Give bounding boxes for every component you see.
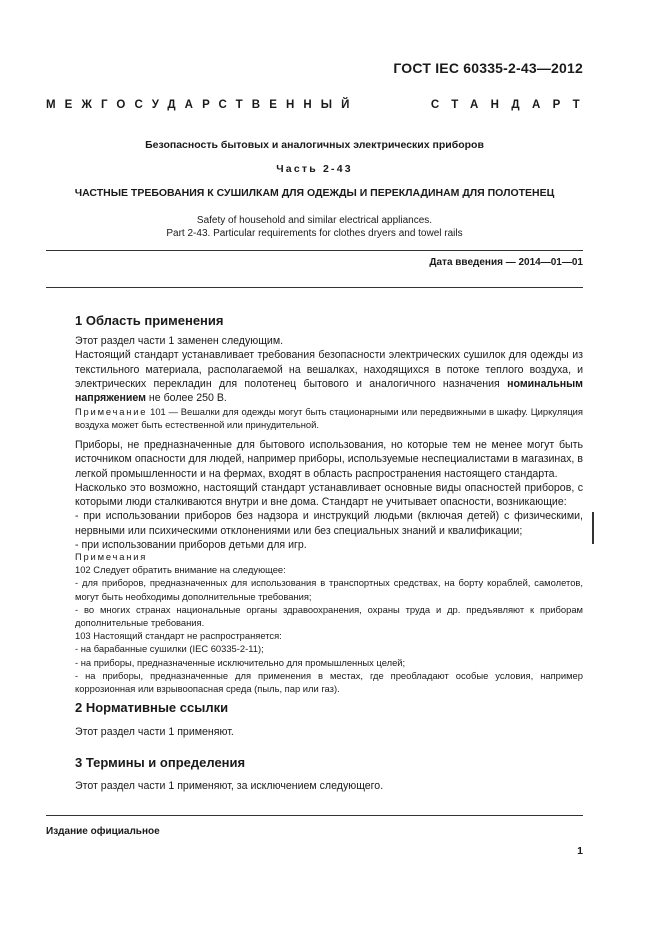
bold-term: номинальным напряжением [75,377,583,405]
section-2-body: Этот раздел части 1 применяют. [75,726,234,738]
main-title: Безопасность бытовых и аналогичных электрических приборов [145,139,484,151]
section-3-heading: 3 Термины и определения [75,755,246,770]
date-of-introduction: Дата введения — 2014—01—01 [429,257,583,268]
official-edition: Издание официальное [46,826,160,837]
english-title [46,214,583,240]
divider-bottom [46,287,583,288]
note-103-item: - на барабанные сушилки (IEC 60335-2-11); [75,643,264,655]
note-label: Примечание [75,406,148,417]
interstate-word: МЕЖГОСУДАРСТВЕННЫЙ [46,99,359,111]
paragraph: Приборы, не предназначенные для бытового использования, но которые тем не менее могут быть источником опасности для людей, например приборы, используемые неспециалистами в магазинах, в легкой промышленности и на фермах, входят в область распространения настоящего стандарта. [75,439,583,480]
notes-label: Примечания [75,551,148,562]
paragraph: - при использовании приборов детьми для игр. [75,539,307,552]
paragraph [75,348,583,405]
paragraph: Этот раздел части 1 заменен следующим. [75,335,284,347]
note-103-item: - на приборы, предназначенные для применения в местах, где преобладают особые условия, например коррозионная или взрывоопасная среда (пыль, пар или газ). [75,669,583,695]
subtitle: ЧАСТНЫЕ ТРЕБОВАНИЯ К СУШИЛКАМ ДЛЯ ОДЕЖДЫ И ПЕРЕКЛАДИНАМ ДЛЯ ПОЛОТЕНЕЦ [74,187,555,199]
note-102: 102 Следует обратить внимание на следующее: [75,564,286,576]
note-103: 103 Настоящий стандарт не распространяется: [75,630,282,642]
section-2-heading: 2 Нормативные ссылки [75,700,229,715]
note-102-item: - во многих странах национальные органы здравоохранения, охраны труда и др. предъявляют к приборам дополнительные требования. [75,603,583,629]
part-label: Часть 2-43 [276,163,353,175]
section-1-heading: 1 Область применения [75,313,224,328]
english-title-line-2: Part 2-43. Particular requirements for clothes dryers and towel rails [166,228,463,239]
page-number: 1 [577,845,583,857]
notes-block [75,550,583,695]
paragraph: Насколько это возможно, настоящий стандарт устанавливает основные виды опасностей приборов, с которыми люди сталкиваются внутри и вне дома. Стандарт не учитывает опасности, возникающие: [75,481,583,509]
english-title-line-1: Safety of household and similar electrical appliances. [196,215,433,226]
section-1-body [75,334,583,405]
note-103-item: - на приборы, предназначенные исключительно для промышленных целей; [75,656,406,668]
note-text: 101 — Вешалки для одежды могут быть стационарными или передвижными в шкафу. Циркуляция воздуха может быть естественной или принудительной. [75,406,583,431]
standard-word: СТАНДАРТ [430,99,592,111]
footer-divider [46,815,583,816]
note-101 [75,405,583,431]
paragraph-text: Настоящий стандарт устанавливает требования безопасности электрических сушилок для одежды из текстильного материала, располагаемой на вешалках, находящихся в потоке теплого воздуха, и электрических перекладин для полотенец бытового и аналогичного назначения [75,349,583,390]
section-3-body: Этот раздел части 1 применяют, за исключением следующего. [75,780,384,792]
section-1-body-continued [75,438,583,552]
change-bar [592,512,594,544]
divider-top [46,250,583,251]
document-number: ГОСТ IEC 60335-2-43—2012 [393,60,583,76]
paragraph-text: не более 250 В. [145,392,227,405]
note-102-item: - для приборов, предназначенных для использования в транспортных средствах, на борту кораблей, самолетов, могут быть необходимы дополнительные требования; [75,577,583,602]
paragraph: - при использовании приборов без надзора и инструкций людьми (включая детей) с физическими, нервными или психическими отклонениями или без специальных знаний и квалификации; [75,510,583,537]
